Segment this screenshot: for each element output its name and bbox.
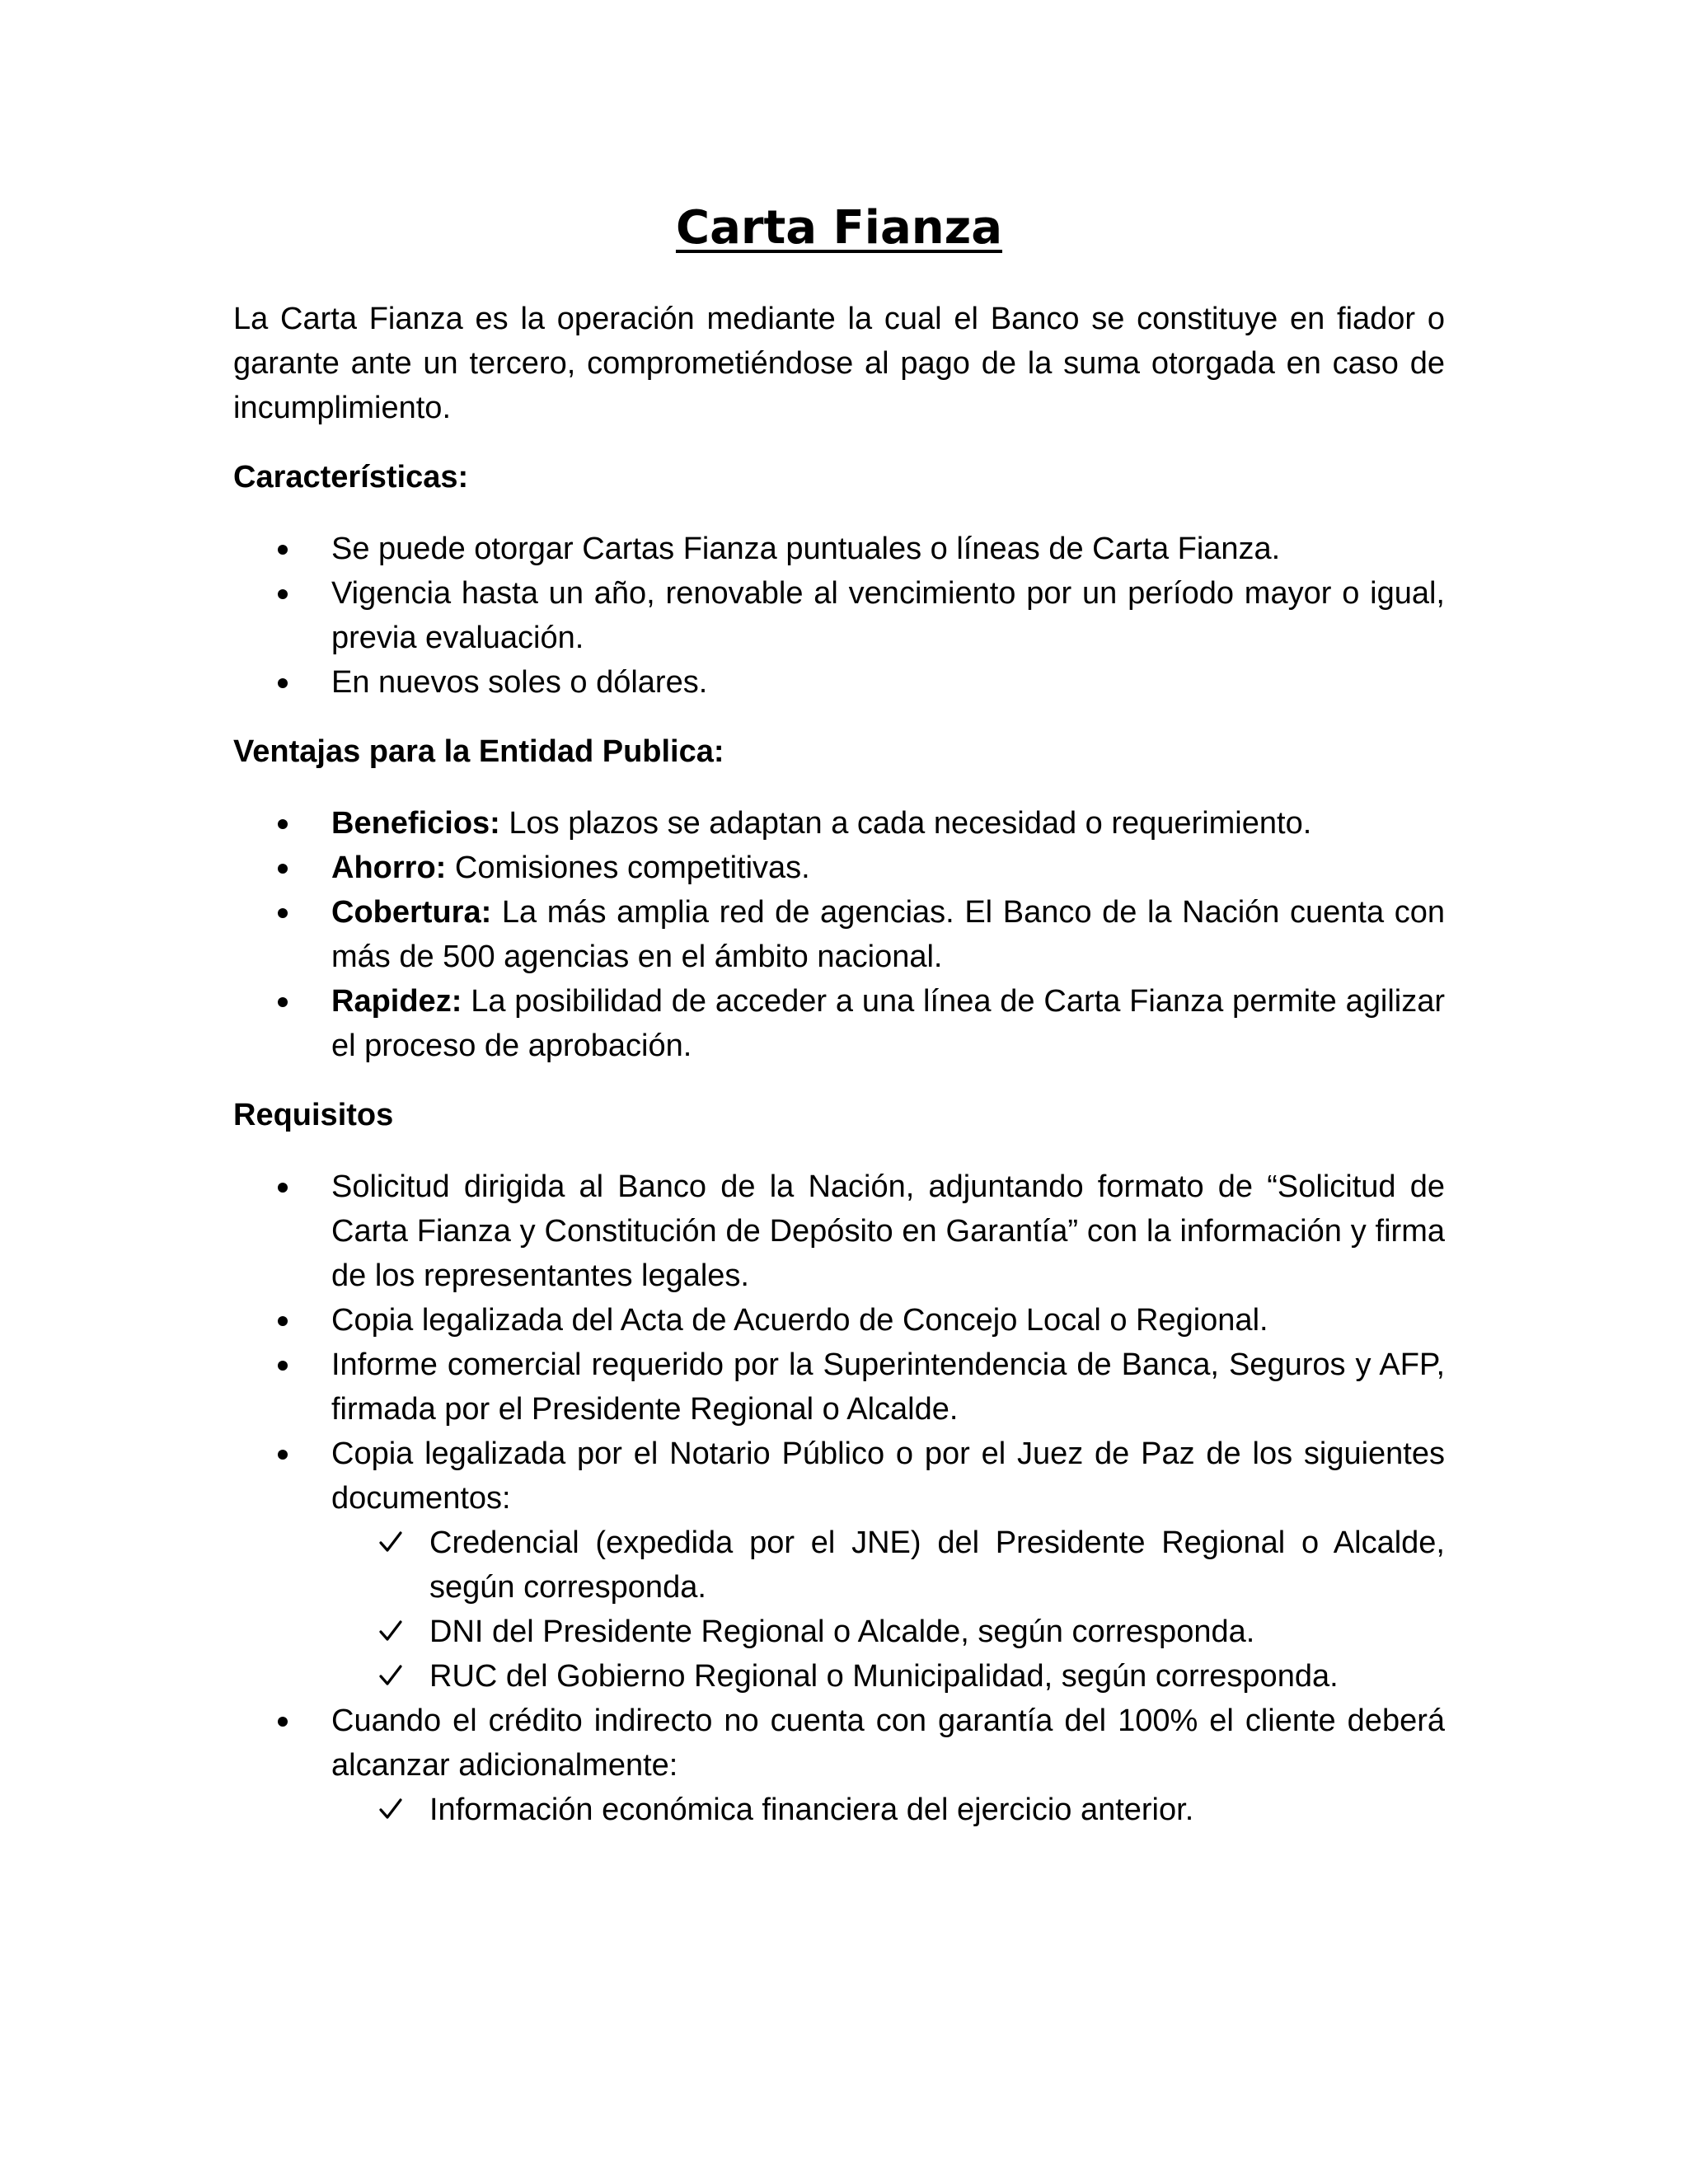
list-item — [331, 1699, 1445, 1832]
bullet-icon — [278, 545, 288, 555]
bullet-icon — [278, 997, 288, 1007]
page-title: Carta Fianza — [675, 201, 1003, 255]
bullet-icon — [278, 1450, 288, 1460]
list-item-text: Informe comercial requerido por la Superintendencia de Banca, Seguros y AFP, firmada por el Presidente Regional o Alcalde. — [331, 1347, 1445, 1427]
list-item-text: La más amplia red de agencias. El Banco de la Nación cuenta con más de 500 agencias en el ámbito nacional. — [331, 895, 1445, 974]
list-item — [331, 1165, 1445, 1298]
list-item — [331, 527, 1445, 571]
list-item-label: Ahorro: — [331, 851, 447, 885]
list-item-text: La posibilidad de acceder a una línea de Carta Fianza permite agilizar el proceso de aprobación. — [331, 984, 1445, 1063]
sublist-item-text: Credencial (expedida por el JNE) del Presidente Regional o Alcalde, según corresponda. — [429, 1526, 1445, 1605]
list-item-text: Comisiones competitivas. — [454, 851, 810, 885]
adicional-sublist — [331, 1788, 1445, 1832]
list-item — [331, 1432, 1445, 1699]
sublist-item-text: DNI del Presidente Regional o Alcalde, según corresponda. — [429, 1615, 1255, 1649]
list-item — [331, 660, 1445, 705]
list-item-text: Los plazos se adaptan a cada necesidad o requerimiento. — [509, 806, 1312, 841]
list-item-text: Se puede otorgar Cartas Fianza puntuales o líneas de Carta Fianza. — [331, 532, 1281, 566]
requisitos-list — [233, 1165, 1445, 1832]
bullet-icon — [278, 1361, 288, 1371]
ventajas-heading: Ventajas para la Entidad Publica: — [233, 734, 724, 769]
sublist-item-text: Información económica financiera del ejercicio anterior. — [429, 1793, 1194, 1827]
list-item-text: Copia legalizada del Acta de Acuerdo de Concejo Local o Regional. — [331, 1303, 1268, 1338]
list-item-text: Vigencia hasta un año, renovable al vencimiento por un período mayor o igual, previa evaluación. — [331, 576, 1445, 655]
bullet-icon — [278, 819, 288, 829]
list-item — [331, 890, 1445, 979]
bullet-icon — [278, 908, 288, 918]
caracteristicas-heading: Características: — [233, 460, 469, 494]
sublist-item-text: RUC del Gobierno Regional o Municipalidad, según corresponda. — [429, 1659, 1339, 1694]
ventajas-list — [233, 801, 1445, 1068]
bullet-icon — [278, 864, 288, 874]
intro-paragraph: La Carta Fianza es la operación mediante la cual el Banco se constituye en fiador o garante ante un tercero, comprometiéndose al pago de la suma otorgada en caso de incumplimiento. — [233, 302, 1445, 425]
bullet-icon — [278, 1717, 288, 1727]
document-content — [233, 191, 1445, 1832]
checkmark-icon — [378, 1797, 403, 1821]
sublist-item — [429, 1788, 1445, 1832]
caracteristicas-list — [233, 527, 1445, 705]
checkmark-icon — [378, 1530, 403, 1554]
bullet-icon — [278, 1316, 288, 1326]
list-item-label: Beneficios: — [331, 806, 500, 841]
sublist-item — [429, 1610, 1445, 1654]
bullet-icon — [278, 678, 288, 688]
list-item — [331, 979, 1445, 1068]
list-item-text: Copia legalizada por el Notario Público o por el Juez de Paz de los siguientes documentos: — [331, 1436, 1445, 1516]
list-item-text: Solicitud dirigida al Banco de la Nación, adjuntando formato de “Solicitud de Carta Fianza y Constitución de Depósito en Garantía” con la información y firma de los representantes legales. — [331, 1169, 1445, 1293]
list-item-text: En nuevos soles o dólares. — [331, 665, 708, 700]
list-item-text: Cuando el crédito indirecto no cuenta con garantía del 100% el cliente deberá alcanzar adicionalmente: — [331, 1704, 1445, 1783]
list-item — [331, 1298, 1445, 1343]
bullet-icon — [278, 589, 288, 599]
list-item — [331, 801, 1445, 846]
requisitos-heading: Requisitos — [233, 1098, 394, 1132]
list-item-label: Rapidez: — [331, 984, 462, 1019]
checkmark-icon — [378, 1664, 403, 1687]
documentos-sublist — [331, 1521, 1445, 1699]
sublist-item — [429, 1654, 1445, 1699]
sublist-item — [429, 1521, 1445, 1610]
checkmark-icon — [378, 1619, 403, 1643]
list-item — [331, 846, 1445, 890]
list-item — [331, 571, 1445, 660]
list-item — [331, 1343, 1445, 1432]
list-item-label: Cobertura: — [331, 895, 492, 930]
bullet-icon — [278, 1183, 288, 1193]
